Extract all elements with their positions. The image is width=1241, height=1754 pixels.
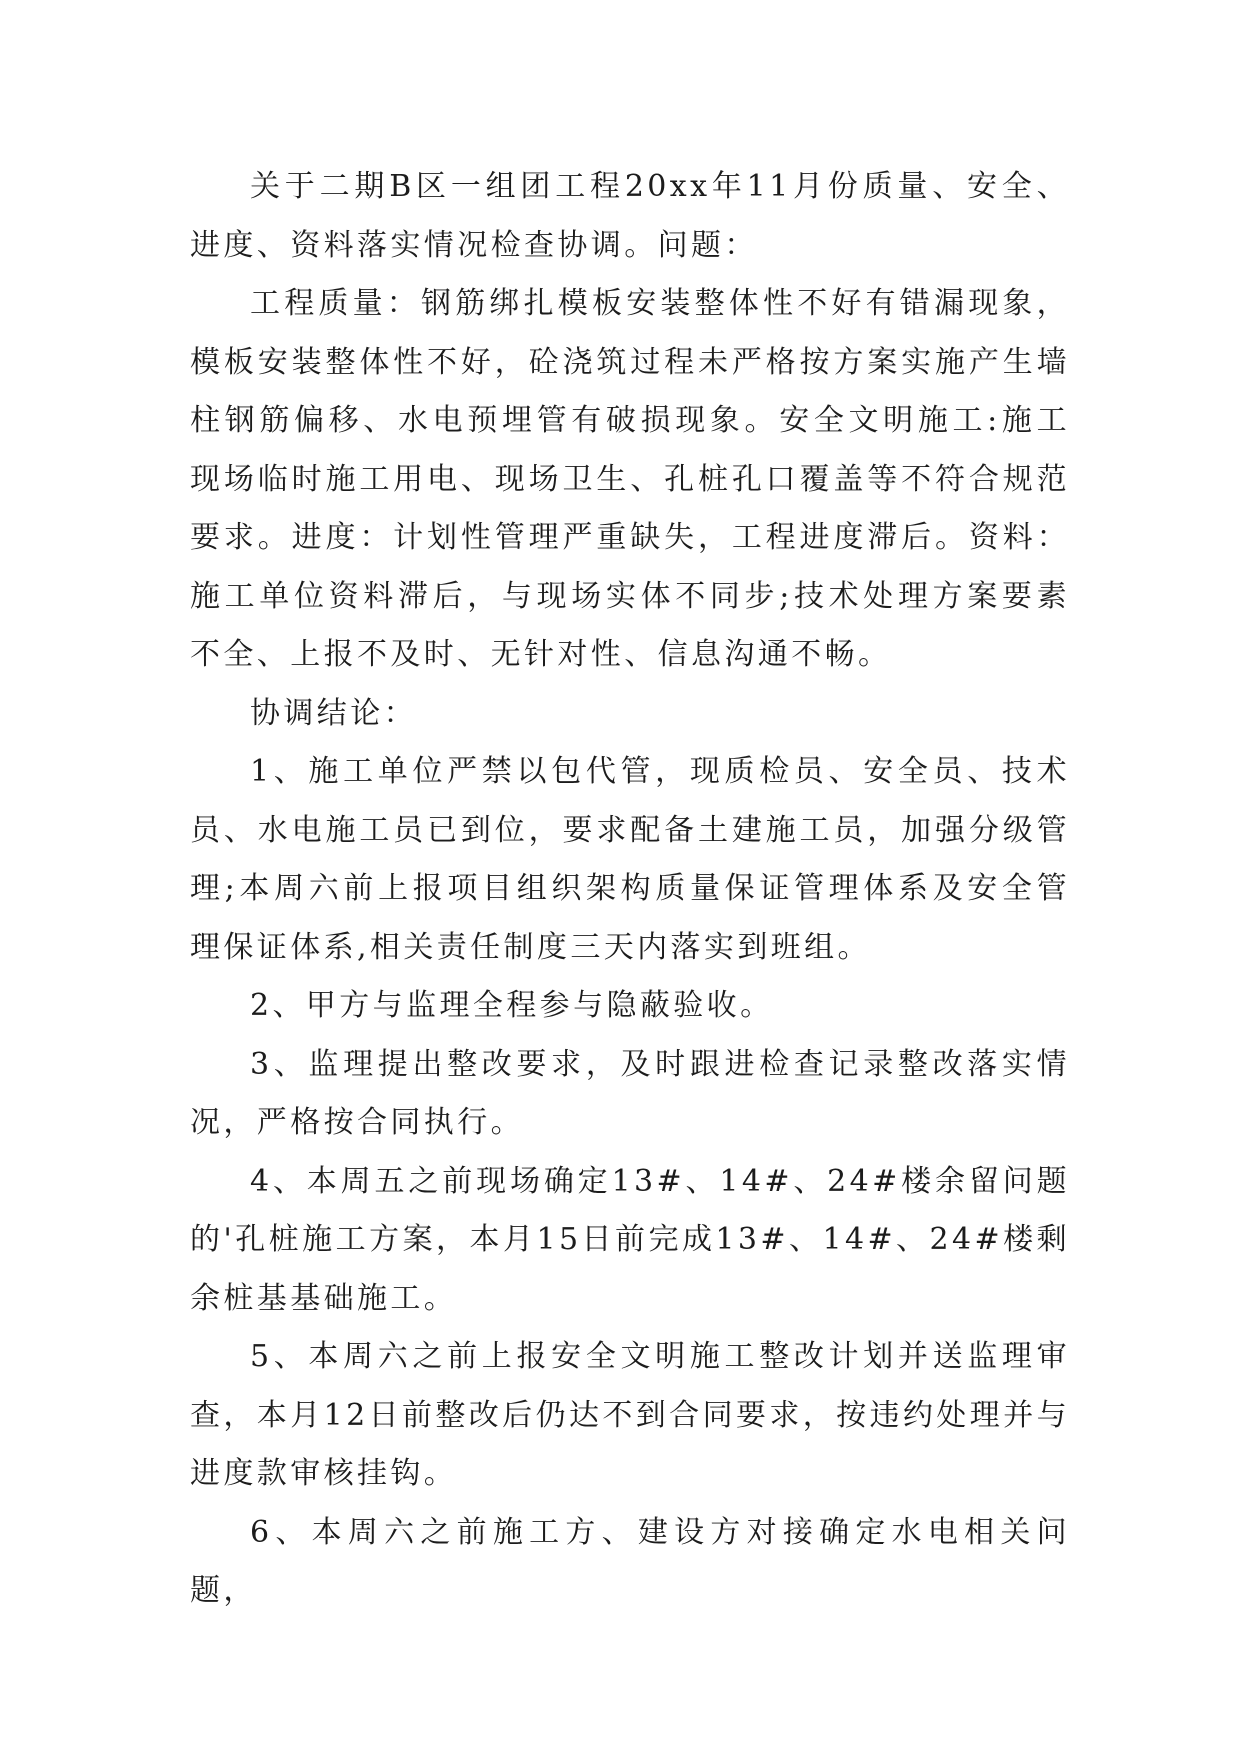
conclusion-item-1: 1、施工单位严禁以包代管，现质检员、安全员、技术员、水电施工员已到位，要求配备土建施工员，加强分级管理;本周六前上报项目组织架构质量保证管理体系及安全管理保证体系,相关责任制度三天内落实到班组。 xyxy=(190,754,1070,965)
conclusion-heading: 协调结论： xyxy=(250,695,417,731)
conclusion-item-2: 2、甲方与监理全程参与隐蔽验收。 xyxy=(250,988,774,1023)
conclusion-item-3: 3、监理提出整改要求，及时跟进检查记录整改落实情况，严格按合同执行。 xyxy=(190,1046,1070,1140)
intro-paragraph: 关于二期B区一组团工程20xx年11月份质量、安全、进度、资料落实情况检查协调。问题： xyxy=(190,169,1070,263)
document-body xyxy=(190,158,1070,1621)
issues-paragraph: 工程质量：钢筋绑扎模板安装整体性不好有错漏现象，模板安装整体性不好，砼浇筑过程未严格按方案实施产生墙柱钢筋偏移、水电预埋管有破损现象。安全文明施工:施工现场临时施工用电、现场卫生、孔桩孔口覆盖等不符合规范要求。进度：计划性管理严重缺失，工程进度滞后。资料：施工单位资料滞后，与现场实体不同步;技术处理方案要素不全、上报不及时、无针对性、信息沟通不畅。 xyxy=(190,286,1070,672)
conclusion-item-6: 6、本周六之前施工方、建设方对接确定水电相关问题， xyxy=(190,1514,1070,1608)
conclusion-item-5: 5、本周六之前上报安全文明施工整改计划并送监理审查，本月12日前整改后仍达不到合同要求，按违约处理并与进度款审核挂钩。 xyxy=(190,1339,1070,1491)
conclusion-item-4: 4、本周五之前现场确定13#、14#、24#楼余留问题的'孔桩施工方案，本月15日前完成13#、14#、24#楼剩余桩基基础施工。 xyxy=(190,1163,1070,1316)
